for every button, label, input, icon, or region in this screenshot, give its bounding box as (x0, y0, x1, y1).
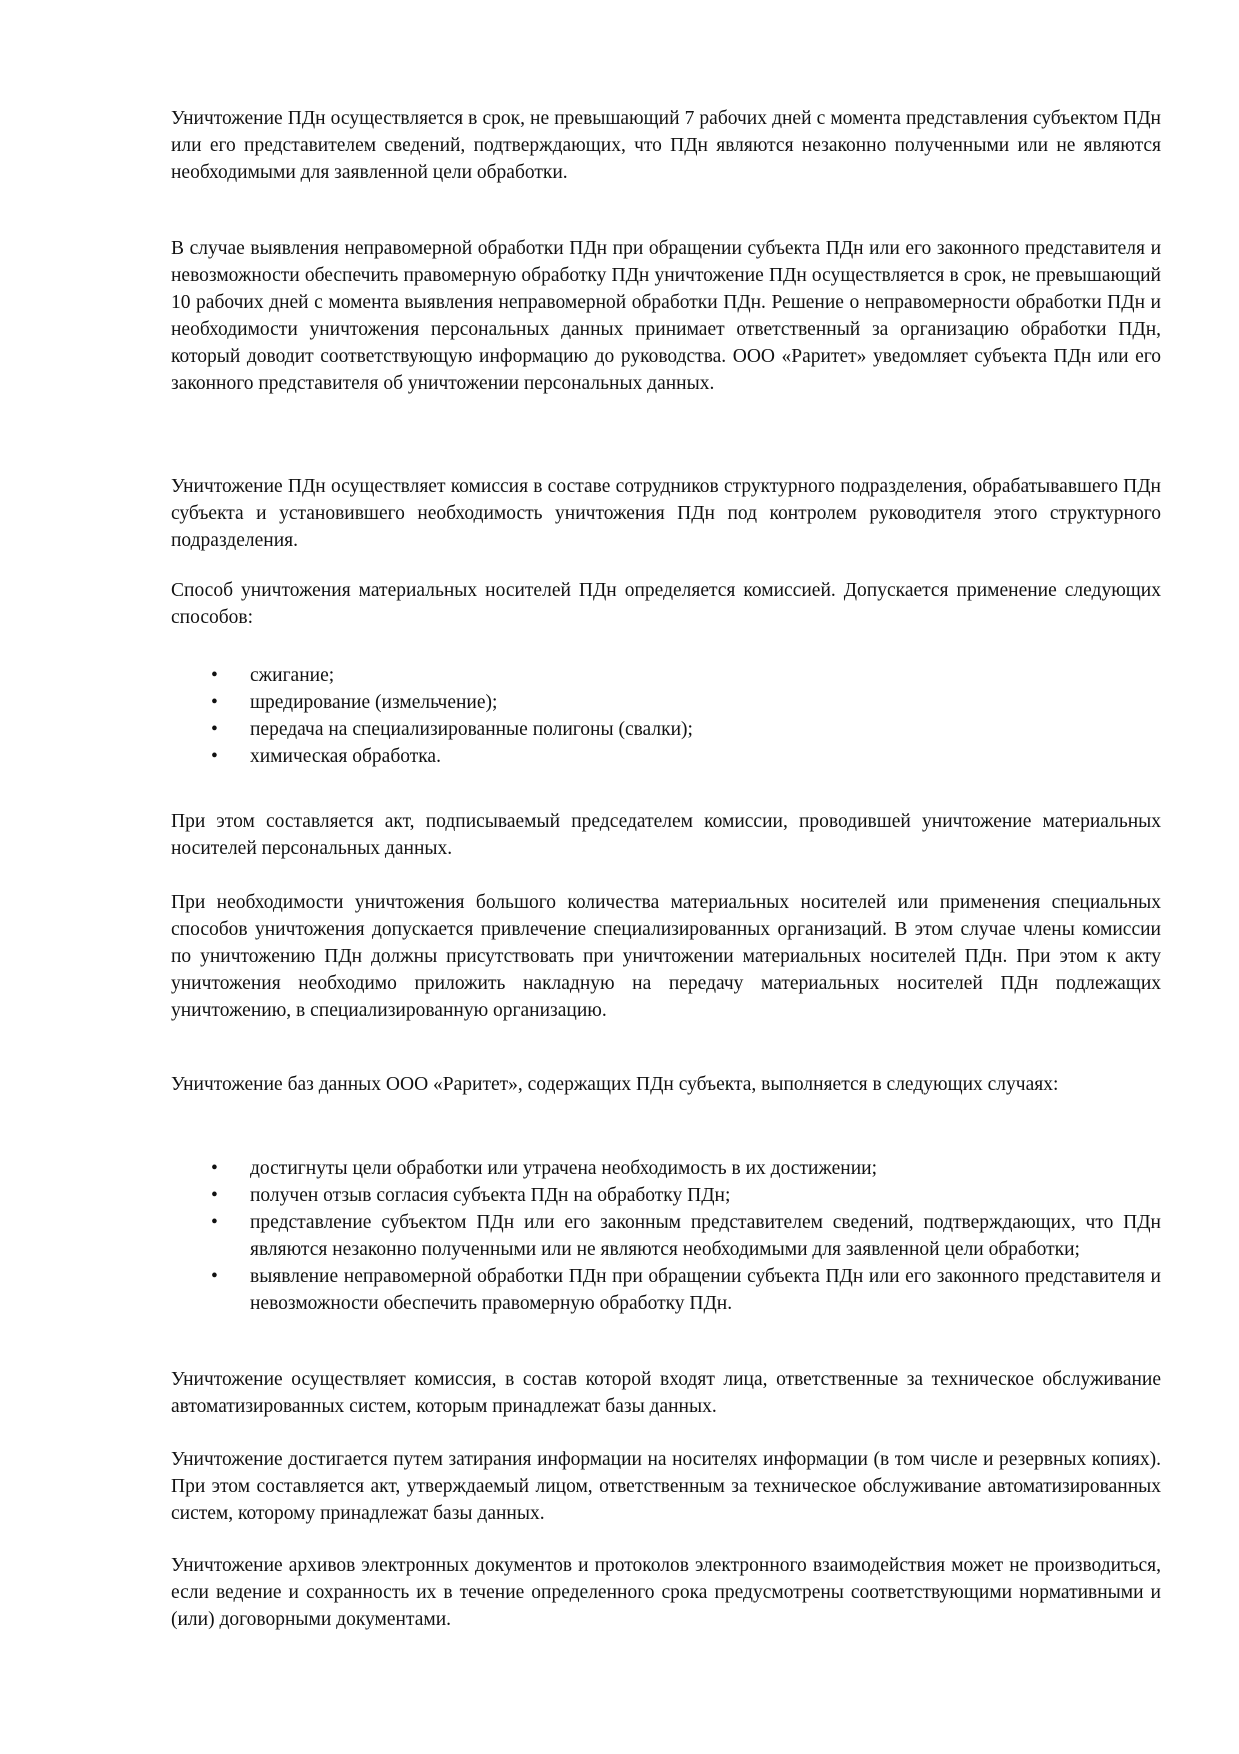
bullet-icon: • (211, 719, 218, 740)
paragraph-specialized-orgs: При необходимости уничтожения большого количества материальных носителей или применения специальных способов уничтожения допускается привлечение специализированных организаций. В этом случае члены комиссии по уничтожению ПДн должны присутствовать при уничтожении материальных носителей ПДн. При этом к акту уничтожения необходимо приложить накладную на передачу материальных носителей ПДн подлежащих уничтожению, в специализированную организацию. (171, 892, 1161, 1021)
bullet-icon: • (211, 746, 218, 767)
cases-list (171, 1155, 1161, 1317)
bullet-icon: • (211, 1158, 218, 1179)
bullet-icon: • (211, 665, 218, 686)
list-item: • передача на специализированные полигоны (свалки); (171, 716, 1161, 743)
methods-list (171, 662, 1161, 770)
paragraph-commission: Уничтожение ПДн осуществляет комиссия в составе сотрудников структурного подразделения, обрабатывавшего ПДн субъекта и установившего необходимость уничтожения ПДн под контролем руководителя этого структурного подразделения. (171, 476, 1161, 551)
paragraph-databases-intro: Уничтожение баз данных ООО «Раритет», содержащих ПДн субъекта, выполняется в следующих случаях: (171, 1074, 1059, 1095)
bullet-icon: • (211, 692, 218, 713)
list-item: • представление субъектом ПДн или его законным представителем сведений, подтверждающих, что ПДн являются незаконно полученными или не являются необходимыми для заявленной цели обработки; (171, 1209, 1161, 1263)
bullet-icon: • (211, 1212, 218, 1233)
paragraph-destruction-term: Уничтожение ПДн осуществляется в срок, не превышающий 7 рабочих дней с момента представления субъектом ПДн или его представителем сведений, подтверждающих, что ПДн являются незаконно полученными или не являются необходимыми для заявленной цели обработки. (171, 108, 1161, 183)
list-item: • получен отзыв согласия субъекта ПДн на обработку ПДн; (171, 1182, 1161, 1209)
list-item: • достигнуты цели обработки или утрачена необходимость в их достижении; (171, 1155, 1161, 1182)
paragraph-db-commission: Уничтожение осуществляет комиссия, в состав которой входят лица, ответственные за техническое обслуживание автоматизированных систем, которым принадлежат базы данных. (171, 1369, 1161, 1417)
paragraph-methods-intro: Способ уничтожения материальных носителей ПДн определяется комиссией. Допускается применение следующих способов: (171, 580, 1161, 628)
list-item: • химическая обработка. (171, 743, 1161, 770)
paragraph-unlawful-processing: В случае выявления неправомерной обработки ПДн при обращении субъекта ПДн или его законного представителя и невозможности обеспечить правомерную обработку ПДн уничтожение ПДн осуществляется в срок, не превышающий 10 рабочих дней с момента выявления неправомерной обработки ПДн. Решение о неправомерности обработки ПДн и необходимости уничтожения персональных данных принимает ответственный за организацию обработки ПДн, который доводит соответствующую информацию до руководства. ООО «Раритет» уведомляет субъекта ПДн или его законного представителя об уничтожении персональных данных. (171, 238, 1161, 394)
list-item: • шредирование (измельчение); (171, 689, 1161, 716)
list-item: • сжигание; (171, 662, 1161, 689)
list-item: • выявление неправомерной обработки ПДн при обращении субъекта ПДн или его законного представителя и невозможности обеспечить правомерную обработку ПДн. (171, 1263, 1161, 1317)
bullet-icon: • (211, 1185, 218, 1206)
paragraph-act: При этом составляется акт, подписываемый председателем комиссии, проводившей уничтожение материальных носителей персональных данных. (171, 811, 1161, 859)
paragraph-erasure: Уничтожение достигается путем затирания информации на носителях информации (в том числе и резервных копиях). При этом составляется акт, утверждаемый лицом, ответственным за техническое обслуживание автоматизированных систем, которому принадлежат базы данных. (171, 1449, 1161, 1524)
paragraph-archives: Уничтожение архивов электронных документов и протоколов электронного взаимодействия может не производиться, если ведение и сохранность их в течение определенного срока предусмотрены соответствующими нормативными и (или) договорными документами. (171, 1555, 1161, 1630)
bullet-icon: • (211, 1266, 218, 1287)
